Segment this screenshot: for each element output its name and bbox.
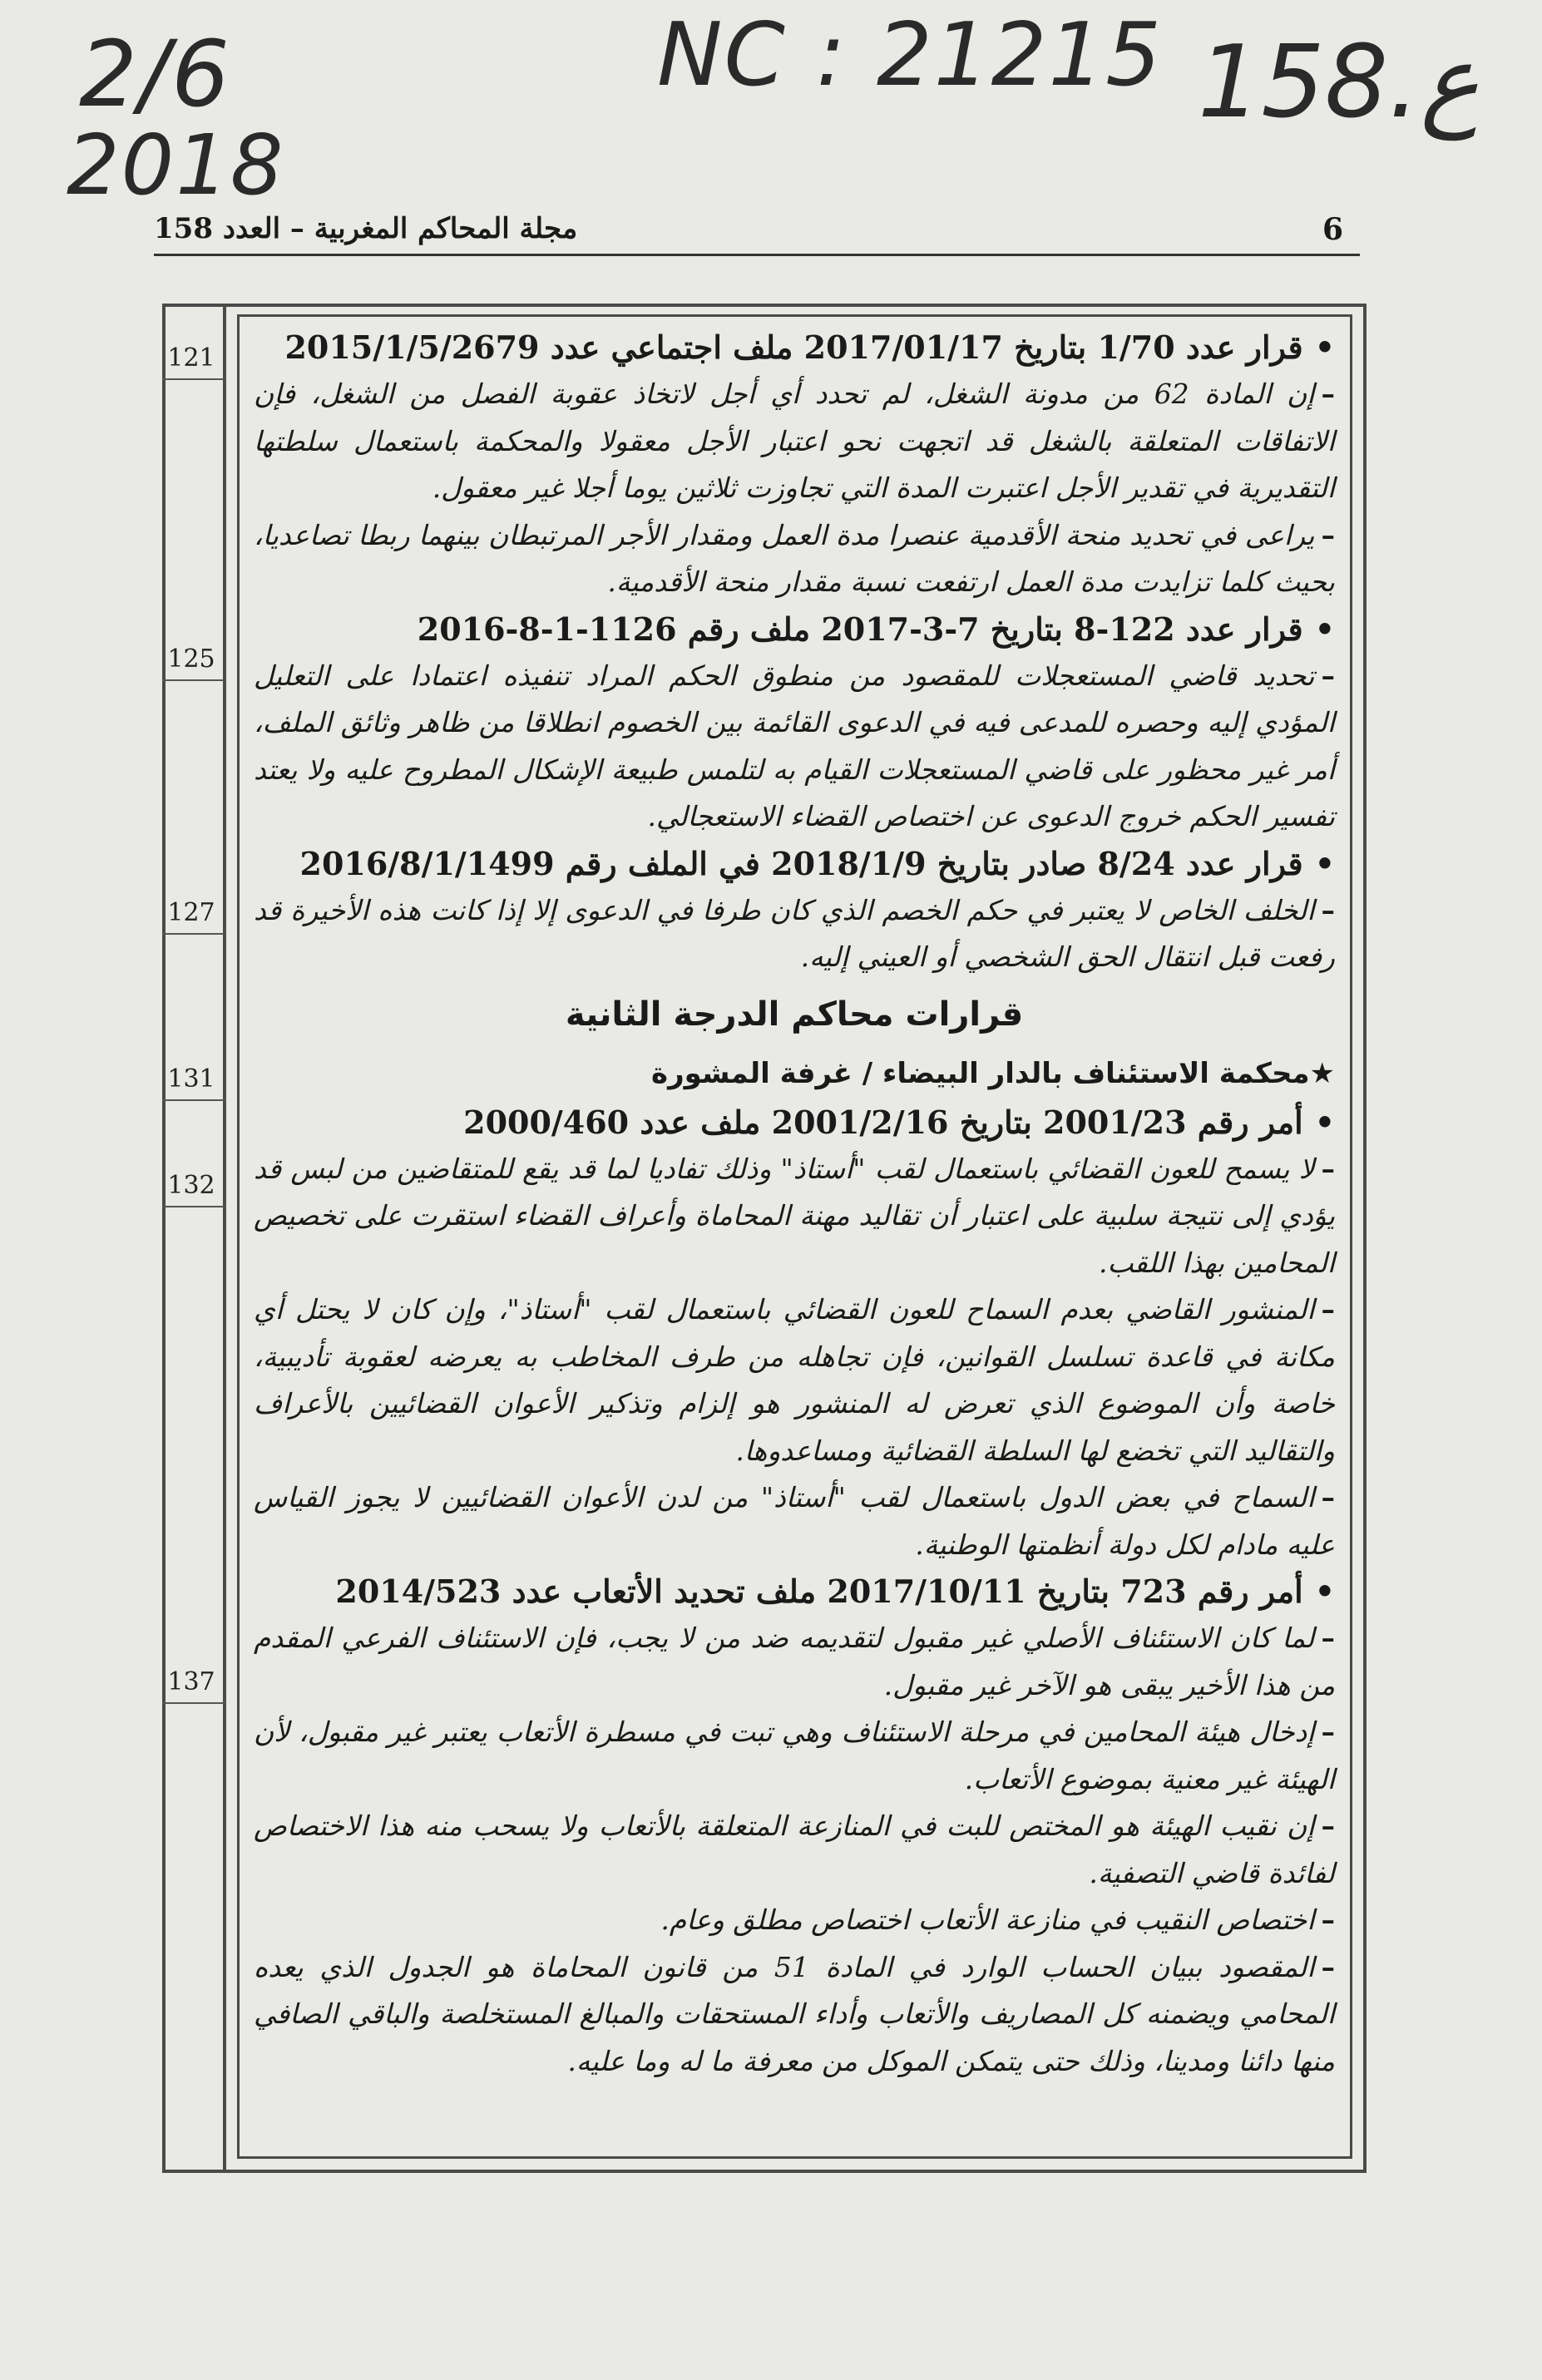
decision-summary: –المنشور القاضي بعدم السماح للعون القضائي باستعمال لقب "أستاذ"، وإن كان لا يحتل أي مكانة في قاعدة تسلسل القوانين، فإن تجاهله من طرف المخاطب به يعرضه لعقوبة تأديبية، خاصة وأن الموضوع الذي تعرض له المنشور هو إلزام وتذكير الأعوان القضائيين بالأعراف والتقاليد التي تخضع لها السلطة القضائية ومساعدوها. — [254, 1293, 1335, 1467]
margin-ref-underline — [162, 679, 225, 681]
dash-icon: – — [1321, 1481, 1335, 1513]
bullet-icon: • — [1314, 844, 1335, 882]
dash-icon: – — [1321, 1810, 1335, 1842]
margin-ref-131: 131 — [167, 1064, 215, 1094]
decision-summary: –يراعى في تحديد منحة الأقدمية عنصرا مدة العمل ومقدار الأجر المرتبطان بينهما ربطا تصاعديا، بحيث كلما تزايدت مدة العمل ارتفعت نسبة مقدار منحة الأقدمية. — [254, 518, 1335, 598]
handwritten-issue-number: 158.ع — [1198, 25, 1480, 141]
dash-icon: – — [1321, 893, 1335, 926]
handwritten-reference: NC : 21215 — [657, 4, 1164, 106]
margin-ref-underline — [162, 1702, 225, 1704]
court-name: ★محكمة الاستئناف بالدار البيضاء / غرفة المشورة — [651, 1056, 1335, 1090]
dash-icon: – — [1321, 1716, 1335, 1748]
dash-icon: – — [1321, 1904, 1335, 1936]
margin-ref-underline — [162, 1206, 225, 1207]
margin-ref-137: 137 — [167, 1667, 215, 1696]
margin-separator — [223, 304, 226, 2170]
decision-summary: –إن نقيب الهيئة هو المختص للبت في المنازعة المتعلقة بالأتعاب ولا يسحب منه هذا الاختصاص لفائدة قاضي التصفية. — [254, 1810, 1335, 1889]
bullet-icon: • — [1314, 1573, 1335, 1610]
decision-heading: •قرار عدد 122-8 بتاريخ 7-3-2017 ملف رقم 1126-1-8-2016 — [417, 610, 1335, 648]
margin-ref-127: 127 — [167, 898, 215, 927]
bullet-icon: • — [1314, 1103, 1335, 1141]
decision-summary: –لما كان الاستئناف الأصلي غير مقبول لتقديمه ضد من لا يجب، فإن الاستئناف الفرعي المقدم من هذا الأخير يبقى هو الآخر غير مقبول. — [254, 1622, 1335, 1701]
decision-summary: –اختصاص النقيب في منازعة الأتعاب اختصاص مطلق وعام. — [660, 1904, 1335, 1936]
margin-ref-underline — [162, 933, 225, 935]
decision-heading: •قرار عدد 8/24 صادر بتاريخ 2018/1/9 في الملف رقم 2016/8/1/1499 — [299, 844, 1335, 882]
margin-ref-underline — [162, 378, 225, 380]
decision-summary: –المقصود ببيان الحساب الوارد في المادة 51 من قانون المحاماة هو الجدول الذي يعده المحامي ويضمنه كل المصاريف والأتعاب وأداء المستحقات والمبالغ المستخلصة والباقي الصافي منها دائنا ومدينا، وذلك حتى يتمكن الموكل من معرفة ما له وما عليه. — [254, 1950, 1336, 2077]
star-icon: ★ — [1309, 1056, 1335, 1090]
decision-summary: –لا يسمح للعون القضائي باستعمال لقب "أستاذ" وذلك تفاديا لما قد يقع للمتقاضين من لبس قد يؤدي إلى نتيجة سلبية على اعتبار أن تقاليد مهنة المحاماة وأعراف القضاء استقرت على تخصيص المحامين بهذا اللقب. — [254, 1152, 1335, 1279]
decision-summary: –إن المادة 62 من مدونة الشغل، لم تحدد أي أجل لاتخاذ عقوبة الفصل من الشغل، فإن الاتفاقات المتعلقة بالشغل قد اتجهت نحو اعتبار الأجل معقولا والمحكمة باستعمال سلطتها التقديرية في تقدير الأجل اعتبرت المدة التي تجاوزت ثلاثين يوما أجلا غير معقول. — [254, 378, 1335, 504]
decision-summary: –تحديد قاضي المستعجلات للمقصود من منطوق الحكم المراد تنفيذه اعتمادا على التعليل المؤدي إليه وحصره للمدعى فيه في الدعوى القائمة بين الخصوم انطلاقا من ظاهر وثائق الملف، أمر غير محظور على قاضي المستعجلات القيام به لتلمس طبيعة الإشكال المطروح عليه ولا يعتد تفسير الحكم خروج الدعوى عن اختصاص القضاء الاستعجالي. — [254, 659, 1335, 832]
dash-icon: – — [1321, 378, 1335, 410]
decision-summary: –السماح في بعض الدول باستعمال لقب "أستاذ" من لدن الأعوان القضائيين لا يجوز القياس عليه مادام لكل دولة أنظمتها الوطنية. — [254, 1481, 1335, 1561]
running-header — [154, 204, 1360, 256]
decision-heading: •أمر رقم 723 بتاريخ 2017/10/11 ملف تحديد الأتعاب عدد 2014/523 — [335, 1573, 1335, 1610]
dash-icon: – — [1321, 1950, 1336, 1983]
decision-heading: •أمر رقم 2001/23 بتاريخ 2001/2/16 ملف عدد 2000/460 — [463, 1103, 1335, 1141]
decision-summary: –الخلف الخاص لا يعتبر في حكم الخصم الذي كان طرفا في الدعوى إلا إذا كانت هذه الأخيرة قد رفعت قبل انتقال الحق الشخصي أو العيني إليه. — [254, 893, 1335, 973]
margin-ref-underline — [162, 1099, 225, 1101]
dash-icon: – — [1321, 518, 1335, 551]
dash-icon: – — [1321, 659, 1335, 692]
journal-title: مجلة المحاكم المغربية – العدد 158 — [154, 212, 578, 245]
margin-ref-125: 125 — [167, 644, 215, 674]
margin-ref-132: 132 — [167, 1171, 215, 1200]
dash-icon: – — [1321, 1293, 1335, 1326]
decision-heading: •قرار عدد 1/70 بتاريخ 2017/01/17 ملف اجتماعي عدد 2015/1/5/2679 — [284, 328, 1335, 366]
bullet-icon: • — [1314, 328, 1335, 366]
page-number: 6 — [1322, 212, 1343, 247]
decision-summary: –إدخال هيئة المحامين في مرحلة الاستئناف وهي تبت في مسطرة الأتعاب يعتبر غير مقبول، لأن الهيئة غير معنية بموضوع الأتعاب. — [254, 1716, 1335, 1795]
bullet-icon: • — [1314, 610, 1335, 648]
handwritten-year: 2018 — [67, 116, 285, 214]
decisions-list — [254, 324, 1335, 2085]
dash-icon: – — [1321, 1152, 1335, 1185]
margin-ref-121: 121 — [167, 343, 215, 373]
dash-icon: – — [1321, 1622, 1335, 1654]
handwritten-date-top: 2/6 — [79, 21, 232, 127]
section-title: قرارات محاكم الدرجة الثانية — [565, 995, 1024, 1034]
